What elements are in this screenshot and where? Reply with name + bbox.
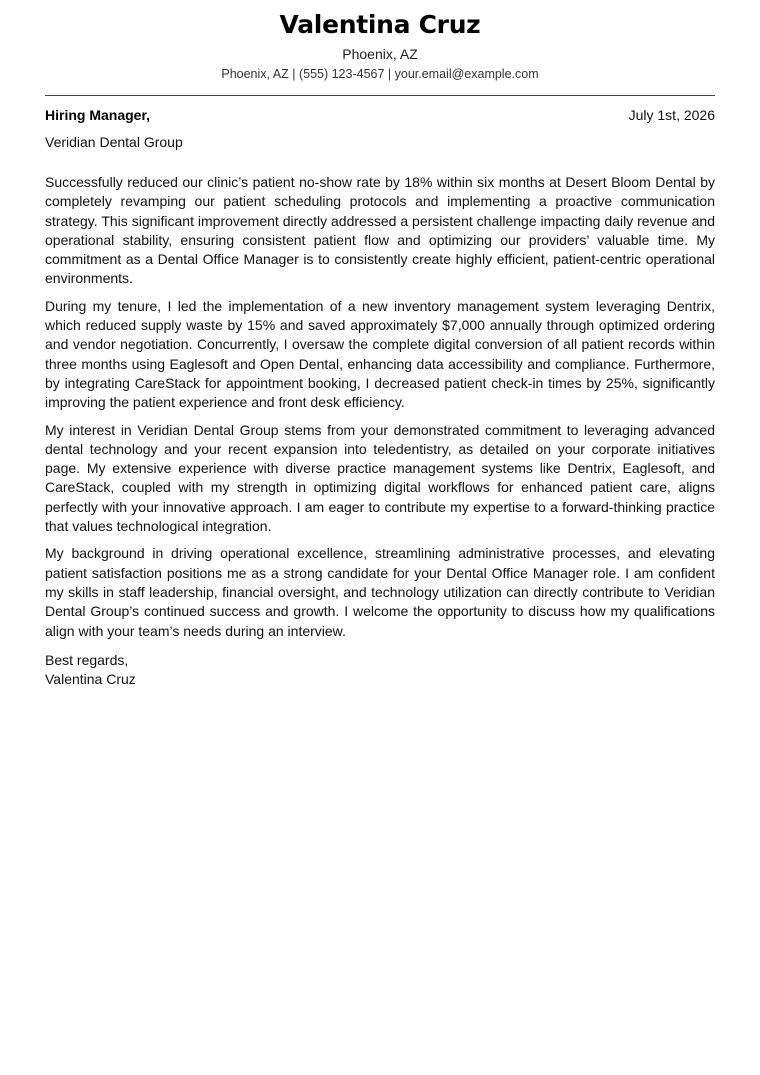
body-paragraph: My interest in Veridian Dental Group stems from your demonstrated commitment to leveraging advanced dental technology and your recent expansion into teledentistry, as detailed on your corporate initiatives page. My extensive experience with diverse practice management systems like Dentrix, Eaglesoft, and CareStack, coupled with my strength in optimizing digital workflows for enhanced patient care, aligns perfectly with your innovative approach. I am eager to contribute my expertise to a forward-thinking practice that values technological integration. (45, 421, 715, 535)
letter-date: July 1st, 2026 (628, 107, 715, 123)
applicant-name: Valentina Cruz (279, 10, 481, 39)
applicant-contact-line: Phoenix, AZ | (555) 123-4567 | your.email@example.com (221, 67, 539, 81)
valediction: Best regards, (45, 651, 129, 668)
header-divider (45, 95, 715, 96)
recipient-company: Veridian Dental Group (45, 134, 183, 150)
letter-body (45, 173, 715, 641)
applicant-location: Phoenix, AZ (342, 46, 418, 62)
letter-closing (45, 651, 715, 690)
signature-name: Valentina Cruz (45, 671, 136, 688)
body-paragraph: My background in driving operational excellence, streamlining administrative processes, and elevating patient satisfaction positions me as a strong candidate for your Dental Office Manager role. I am confident my skills in staff leadership, financial oversight, and technology utilization can directly contribute to Veridian Dental Group’s continued success and growth. I welcome the opportunity to discuss how my qualifications align with your team’s needs during an interview. (45, 545, 715, 639)
body-paragraph: Successfully reduced our clinic’s patient no-show rate by 18% within six months at Desert Bloom Dental by completely revamping our patient scheduling protocols and implementing a proactive communication strategy. This significant improvement directly addressed a persistent challenge impacting daily revenue and operational stability, ensuring consistent patient flow and optimizing our providers’ valuable time. My commitment as a Dental Office Manager is to consistently create highly efficient, patient-centric operational environments. (45, 174, 715, 287)
body-paragraph: During my tenure, I led the implementation of a new inventory management system leveraging Dentrix, which reduced supply waste by 15% and saved approximately $7,000 annually through optimized ordering and vendor negotiation. Concurrently, I oversaw the complete digital conversion of all patient records within three months using Eaglesoft and Open Dental, enhancing data accessibility and compliance. Furthermore, by integrating CareStack for appointment booking, I decreased patient check-in times by 25%, significantly improving the patient experience and front desk efficiency. (45, 297, 715, 411)
recipient-salutation: Hiring Manager, (45, 107, 151, 123)
recipient-row (45, 106, 715, 124)
